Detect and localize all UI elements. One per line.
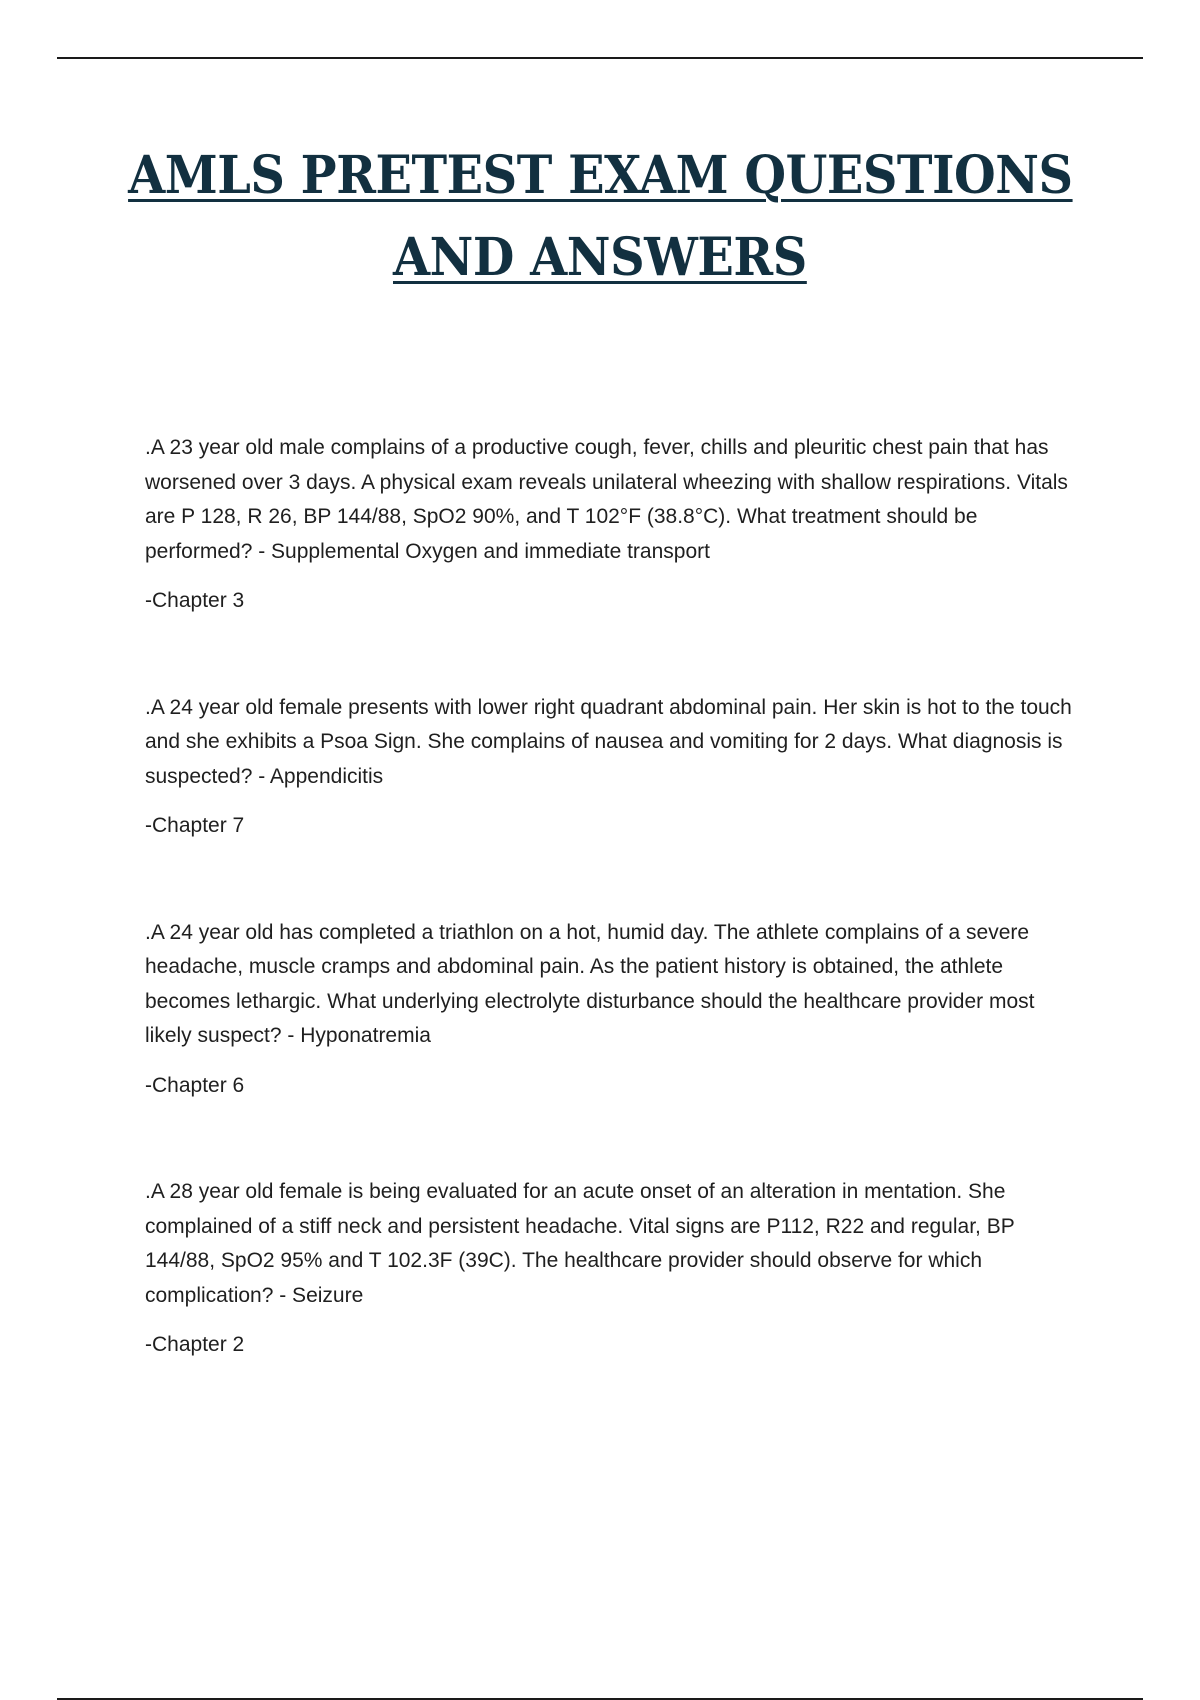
question-text: .A 24 year old female presents with lower right quadrant abdominal pain. Her skin is hot to the touch and she exhibits a Psoa Sign. She complains of nausea and vomiting for 2 days. What diagnosis is suspected? - Appendicitis: [145, 695, 1072, 788]
question-list: [145, 431, 1085, 1363]
top-divider: [57, 57, 1143, 59]
question-item: [145, 1175, 1085, 1363]
question-item: [145, 916, 1085, 1104]
chapter-reference: -Chapter 2: [145, 1333, 245, 1356]
question-text: .A 23 year old male complains of a productive cough, fever, chills and pleuritic chest pain that has worsened over 3 days. A physical exam reveals unilateral wheezing with shallow respirations. Vitals are P 128, R 26, BP 144/88, SpO2 90%, and T 102°F (38.8°C). What treatment should be performed? - Supplemental Oxygen and immediate transport: [145, 436, 1068, 563]
question-text: .A 24 year old has completed a triathlon on a hot, humid day. The athlete complains of a severe headache, muscle cramps and abdominal pain. As the patient history is obtained, the athlete becomes lethargic. What underlying electrolyte disturbance should the healthcare provider most likely suspect? - Hyponatremia: [145, 920, 1035, 1047]
question-text: .A 28 year old female is being evaluated for an acute onset of an alteration in mentation. She complained of a stiff neck and persistent headache. Vital signs are P112, R22 and regular, BP 144/88, SpO2 95% and T 102.3F (39C). The healthcare provider should observe for which complication? - Seizure: [145, 1180, 1015, 1307]
chapter-reference: -Chapter 7: [145, 814, 245, 837]
title-line-1: AMLS PRETEST EXAM QUESTIONS: [127, 145, 1073, 206]
chapter-reference: -Chapter 3: [145, 589, 245, 612]
chapter-reference: -Chapter 6: [145, 1073, 245, 1097]
document-title: [0, 145, 1200, 288]
question-item: [145, 691, 1085, 844]
question-item: [145, 431, 1085, 619]
title-line-2: AND ANSWERS: [393, 227, 807, 288]
